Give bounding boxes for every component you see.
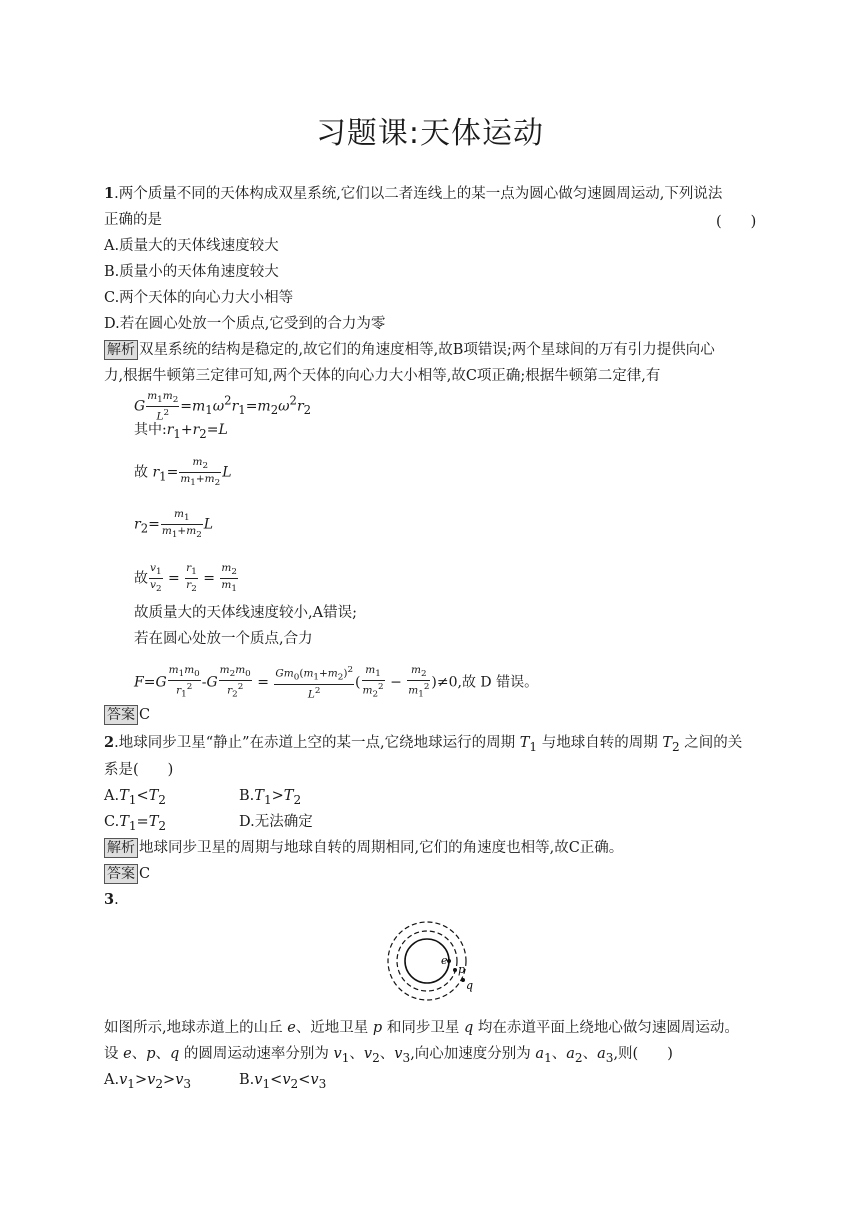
q1-formula-ratio: 故 $\frac{v_1}{v_2}$ = $\frac{r_1}{r_2}$ = $\frac{m_2}{m_1}$ bbox=[134, 562, 237, 595]
q1-formula-sum: 其中$:r_1+r_2=L$ bbox=[134, 422, 228, 441]
q1-answer: 答案 C bbox=[104, 705, 150, 725]
page-title: 习题课:天体运动 bbox=[315, 116, 545, 151]
q2-stem-line1: 2.地球同步卫星“静止”在赤道上空的某一点,它绕地球运行的周期 $T_1$ 与地球自转的周期 $T_2$ 之间的关 bbox=[104, 734, 743, 754]
q1-formula-r2: $r_2=$ $\frac{m_1}{m_1+m_2}$ L bbox=[134, 508, 214, 541]
q1-option-d: D.若在圆心处放一个质点,它受到的合力为零 bbox=[104, 316, 386, 332]
q1-option-a: A.质量大的天体线速度较大 bbox=[104, 238, 279, 254]
q2-option-a: $A.T_1<T_2$ bbox=[104, 788, 166, 807]
q3-stem-line2: 设 e、p、q 的圆周运动速率分别为 $v_1$、$v_2$、$v_3$,向心加速度分别为 $a_1$、$a_2$、$a_3$,则( ) bbox=[104, 1046, 673, 1065]
analysis-tag: 解析 bbox=[104, 340, 138, 360]
label-p: p bbox=[458, 963, 466, 976]
orbit-figure bbox=[385, 918, 481, 1004]
q1-conclusion1: 故质量大的天体线速度较小,A错误; bbox=[134, 605, 357, 621]
q1-option-c: C.两个天体的向心力大小相等 bbox=[104, 290, 294, 306]
q2-answer: 答案 C bbox=[104, 864, 150, 884]
q3-stem-line1: 如图所示,地球赤道上的山丘 e、近地卫星 p 和同步卫星 q 均在赤道平面上绕地心做匀速圆周运动。 bbox=[104, 1020, 739, 1036]
point-q bbox=[461, 978, 465, 982]
q3-option-b: $B.v_1<v_2<v_3$ bbox=[239, 1072, 327, 1091]
q1-formula-net-force: F=G $\frac{m_1m_0}{r_1^2}$ -G $\frac{m_2m_0}{r_2^2}$ = $\frac{Gm_0(m_1+m_2)^2}{L^2}$ ( $\frac{m_1}{m_2^2}$ − $\frac{m_2}{m_1^2}$ )≠0,故 D 错误。 bbox=[134, 664, 539, 701]
label-e: e bbox=[441, 954, 448, 967]
q2-stem-line2: 系是( ) bbox=[104, 762, 174, 778]
q3-number: 3. bbox=[104, 891, 119, 908]
q3-option-a: $A.v_1>v_2>v_3$ bbox=[104, 1072, 192, 1091]
q2-option-d: D.无法确定 bbox=[239, 814, 313, 830]
answer-tag: 答案 bbox=[104, 705, 138, 725]
q1-stem-line2: 正确的是 bbox=[104, 212, 162, 228]
q1-conclusion2: 若在圆心处放一个质点,合力 bbox=[134, 631, 313, 647]
analysis-tag: 解析 bbox=[104, 838, 138, 858]
q1-analysis-line2: 力,根据牛顿第三定律可知,两个天体的向心力大小相等,故C项正确;根据牛顿第二定律,有 bbox=[104, 368, 661, 384]
point-p bbox=[453, 968, 457, 972]
q1-formula-r1: 故 $r_1=$ $\frac{m_2}{m_1+m_2}$ L bbox=[134, 456, 232, 489]
q1-formula-gravity: G $\frac{m_1m_2}{L^2}$ $=m_1\omega^2r_1=m_2\omega^2r_2$ bbox=[134, 390, 312, 423]
q1-option-b: B.质量小的天体角速度较大 bbox=[104, 264, 279, 280]
q2-analysis: 解析 地球同步卫星的周期与地球自转的周期相同,它们的角速度也相等,故C正确。 bbox=[104, 838, 623, 858]
label-q: q bbox=[466, 979, 474, 992]
point-e bbox=[447, 959, 451, 963]
q1-analysis-line1: 解析 双星系统的结构是稳定的,故它们的角速度相等,故B项错误;两个星球间的万有引力提供向心 bbox=[104, 340, 715, 360]
q1-answer-blank: ( ) bbox=[716, 214, 757, 230]
q2-option-c: $C.T_1=T_2$ bbox=[104, 814, 167, 833]
q1-stem-line1: 1.两个质量不同的天体构成双星系统,它们以二者连线上的某一点为圆心做匀速圆周运动,下列说法 bbox=[104, 185, 723, 202]
q2-option-b: $B.T_1>T_2$ bbox=[239, 788, 302, 807]
answer-tag: 答案 bbox=[104, 864, 138, 884]
sync-orbit bbox=[388, 922, 466, 1000]
